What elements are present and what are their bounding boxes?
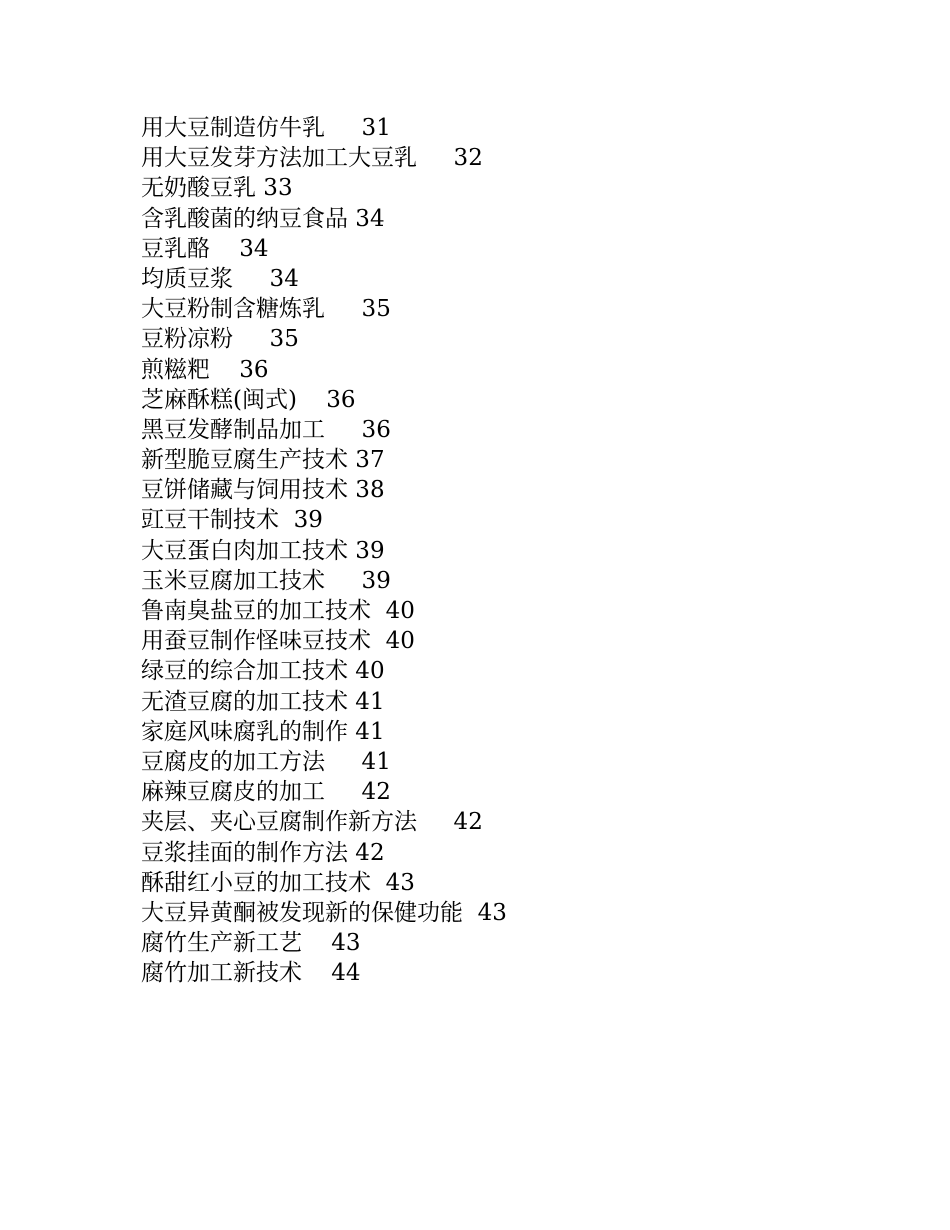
toc-entry: 煎糍粑 36 [141, 356, 269, 383]
toc-entry: 均质豆浆 34 [141, 265, 299, 292]
toc-entry: 酥甜红小豆的加工技术 43 [141, 869, 415, 896]
toc-entry: 鲁南臭盐豆的加工技术 40 [141, 598, 415, 624]
toc-entry: 豆饼储藏与饲用技术 38 [141, 477, 385, 504]
toc-entry: 大豆粉制含糖炼乳 35 [141, 296, 391, 323]
toc-entry: 新型脆豆腐生产技术 37 [141, 447, 385, 474]
toc-entry: 无渣豆腐的加工技术 41 [141, 688, 385, 715]
toc-entry: 无奶酸豆乳 33 [141, 175, 293, 202]
toc-entry: 大豆异黄酮被发现新的保健功能 43 [141, 899, 507, 926]
toc-entry: 大豆蛋白肉加工技术 39 [141, 537, 385, 564]
toc-entry: 用蚕豆制作怪味豆技术 40 [141, 628, 415, 655]
toc-entry: 含乳酸菌的纳豆食品 34 [141, 205, 385, 232]
toc-entry: 用大豆制造仿牛乳 31 [141, 115, 391, 141]
toc-entry: 麻辣豆腐皮的加工 42 [141, 779, 391, 806]
table-of-contents [141, 113, 507, 988]
toc-entry: 豆乳酪 34 [141, 235, 269, 262]
toc-entry: 绿豆的综合加工技术 40 [141, 658, 385, 685]
toc-entry: 豆浆挂面的制作方法 42 [141, 839, 385, 866]
toc-entry: 黑豆发酵制品加工 36 [141, 416, 391, 443]
toc-entry: 豇豆干制技术 39 [141, 507, 323, 534]
toc-entry: 家庭风味腐乳的制作 41 [141, 718, 385, 745]
toc-entry: 豆腐皮的加工方法 41 [141, 748, 391, 775]
toc-entry: 腐竹生产新工艺 43 [141, 930, 361, 957]
toc-entry: 腐竹加工新技术 44 [141, 960, 361, 987]
toc-entry: 用大豆发芽方法加工大豆乳 32 [141, 145, 483, 172]
toc-entry: 芝麻酥糕(闽式) 36 [141, 386, 356, 413]
toc-entry: 玉米豆腐加工技术 39 [141, 567, 391, 594]
toc-entry: 夹层、夹心豆腐制作新方法 42 [141, 809, 483, 836]
toc-entry: 豆粉凉粉 35 [141, 326, 299, 353]
